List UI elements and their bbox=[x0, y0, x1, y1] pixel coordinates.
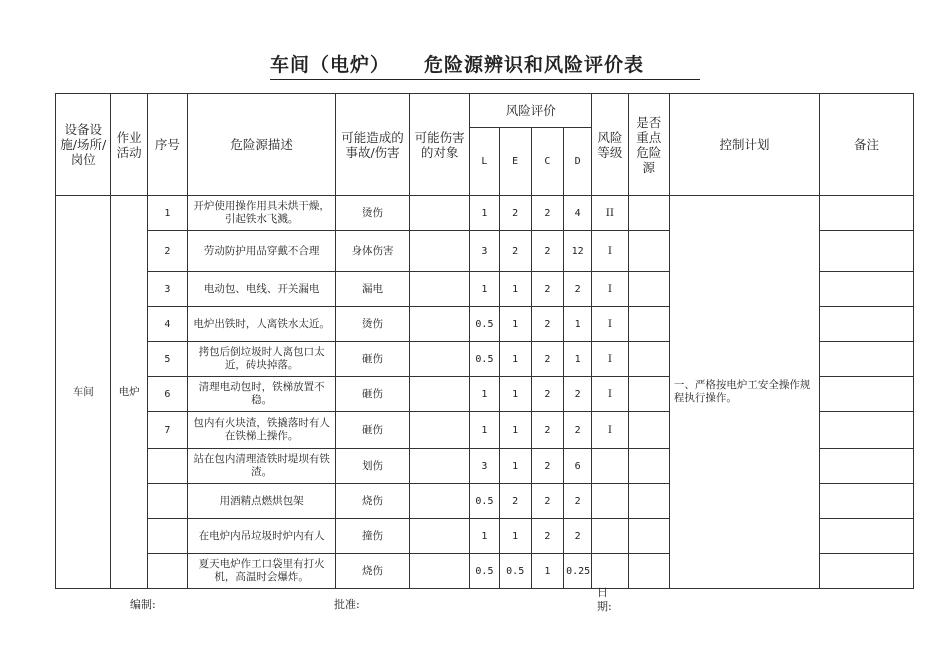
seq-cell: 6 bbox=[147, 377, 187, 412]
title-part-1: 车间（电炉） bbox=[270, 54, 391, 76]
header-equipment: 设备设施/场所/岗位 bbox=[56, 94, 111, 196]
c-cell: 2 bbox=[531, 484, 563, 519]
target-cell bbox=[409, 342, 469, 377]
d-cell: 2 bbox=[564, 484, 592, 519]
l-cell: 0.5 bbox=[470, 484, 499, 519]
c-cell: 1 bbox=[531, 554, 563, 589]
accident-cell: 撞伤 bbox=[336, 519, 410, 554]
l-cell: 0.5 bbox=[470, 307, 499, 342]
c-cell: 2 bbox=[531, 519, 563, 554]
target-cell bbox=[409, 412, 469, 449]
header-control: 控制计划 bbox=[669, 94, 819, 196]
e-cell: 0.5 bbox=[499, 554, 531, 589]
accident-cell: 烧伤 bbox=[336, 484, 410, 519]
c-cell: 2 bbox=[531, 412, 563, 449]
level-cell bbox=[592, 519, 628, 554]
target-cell bbox=[409, 449, 469, 484]
header-target: 可能伤害的对象 bbox=[409, 94, 469, 196]
accident-cell: 烧伤 bbox=[336, 554, 410, 589]
footer-date: 日期: bbox=[597, 586, 612, 613]
hazard-cell: 夏天电炉作工口袋里有打火机，高温时会爆炸。 bbox=[188, 554, 336, 589]
target-cell bbox=[409, 519, 469, 554]
hazard-cell: 拷包后倒垃圾时人离包口太近，砖块掉落。 bbox=[188, 342, 336, 377]
l-cell: 1 bbox=[470, 519, 499, 554]
seq-cell: 2 bbox=[147, 231, 187, 272]
remark-cell bbox=[820, 272, 914, 307]
hazard-cell: 电炉出铁时，人离铁水太近。 bbox=[188, 307, 336, 342]
remark-cell bbox=[820, 231, 914, 272]
c-cell: 2 bbox=[531, 377, 563, 412]
l-cell: 1 bbox=[470, 196, 499, 231]
seq-cell bbox=[147, 484, 187, 519]
c-cell: 2 bbox=[531, 342, 563, 377]
equipment-cell: 车间 bbox=[56, 196, 111, 589]
accident-cell: 砸伤 bbox=[336, 377, 410, 412]
header-hazard: 危险源描述 bbox=[188, 94, 336, 196]
seq-cell: 1 bbox=[147, 196, 187, 231]
remark-cell bbox=[820, 377, 914, 412]
d-cell: 4 bbox=[564, 196, 592, 231]
seq-cell bbox=[147, 519, 187, 554]
remark-cell bbox=[820, 449, 914, 484]
e-cell: 1 bbox=[499, 272, 531, 307]
key-cell bbox=[628, 554, 669, 589]
e-cell: 1 bbox=[499, 307, 531, 342]
d-cell: 2 bbox=[564, 519, 592, 554]
header-d: D bbox=[564, 128, 592, 196]
l-cell: 1 bbox=[470, 272, 499, 307]
level-cell: II bbox=[592, 196, 628, 231]
e-cell: 2 bbox=[499, 196, 531, 231]
l-cell: 3 bbox=[470, 231, 499, 272]
header-key: 是否重点危险源 bbox=[628, 94, 669, 196]
c-cell: 2 bbox=[531, 272, 563, 307]
key-cell bbox=[628, 307, 669, 342]
seq-cell: 7 bbox=[147, 412, 187, 449]
accident-cell: 身体伤害 bbox=[336, 231, 410, 272]
e-cell: 1 bbox=[499, 342, 531, 377]
e-cell: 2 bbox=[499, 484, 531, 519]
target-cell bbox=[409, 231, 469, 272]
page-title bbox=[270, 50, 700, 80]
c-cell: 2 bbox=[531, 231, 563, 272]
level-cell bbox=[592, 449, 628, 484]
e-cell: 1 bbox=[499, 519, 531, 554]
accident-cell: 砸伤 bbox=[336, 342, 410, 377]
activity-cell: 电炉 bbox=[111, 196, 147, 589]
header-remark: 备注 bbox=[820, 94, 914, 196]
remark-cell bbox=[820, 196, 914, 231]
key-cell bbox=[628, 272, 669, 307]
key-cell bbox=[628, 196, 669, 231]
header-c: C bbox=[531, 128, 563, 196]
footer-approved: 批准: bbox=[334, 598, 360, 611]
level-cell bbox=[592, 484, 628, 519]
l-cell: 1 bbox=[470, 412, 499, 449]
l-cell: 3 bbox=[470, 449, 499, 484]
key-cell bbox=[628, 342, 669, 377]
key-cell bbox=[628, 449, 669, 484]
accident-cell: 砸伤 bbox=[336, 412, 410, 449]
level-cell bbox=[592, 554, 628, 589]
seq-cell: 4 bbox=[147, 307, 187, 342]
remark-cell bbox=[820, 484, 914, 519]
seq-cell: 5 bbox=[147, 342, 187, 377]
d-cell: 0.25 bbox=[564, 554, 592, 589]
d-cell: 2 bbox=[564, 412, 592, 449]
key-cell bbox=[628, 484, 669, 519]
e-cell: 1 bbox=[499, 377, 531, 412]
header-accident: 可能造成的事故/伤害 bbox=[336, 94, 410, 196]
control-plan-cell: 一、严格按电炉工安全操作规程执行操作。 bbox=[669, 196, 819, 589]
seq-cell: 3 bbox=[147, 272, 187, 307]
footer-prepared: 编制: bbox=[130, 598, 156, 611]
hazard-cell: 在电炉内吊垃圾时炉内有人 bbox=[188, 519, 336, 554]
e-cell: 1 bbox=[499, 449, 531, 484]
key-cell bbox=[628, 519, 669, 554]
title-part-2: 危险源辨识和风险评价表 bbox=[424, 54, 645, 76]
seq-cell bbox=[147, 449, 187, 484]
level-cell: I bbox=[592, 412, 628, 449]
c-cell: 2 bbox=[531, 307, 563, 342]
key-cell bbox=[628, 412, 669, 449]
header-activity: 作业活动 bbox=[111, 94, 147, 196]
seq-cell bbox=[147, 554, 187, 589]
accident-cell: 漏电 bbox=[336, 272, 410, 307]
target-cell bbox=[409, 272, 469, 307]
remark-cell bbox=[820, 412, 914, 449]
l-cell: 0.5 bbox=[470, 342, 499, 377]
level-cell: I bbox=[592, 307, 628, 342]
l-cell: 1 bbox=[470, 377, 499, 412]
remark-cell bbox=[820, 519, 914, 554]
l-cell: 0.5 bbox=[470, 554, 499, 589]
d-cell: 1 bbox=[564, 307, 592, 342]
hazard-cell: 电动包、电线、开关漏电 bbox=[188, 272, 336, 307]
risk-table bbox=[55, 93, 914, 589]
hazard-cell: 站在包内清理渣铁时堤坝有铁渣。 bbox=[188, 449, 336, 484]
accident-cell: 烫伤 bbox=[336, 307, 410, 342]
c-cell: 2 bbox=[531, 196, 563, 231]
e-cell: 2 bbox=[499, 231, 531, 272]
table-row bbox=[56, 196, 914, 231]
target-cell bbox=[409, 554, 469, 589]
header-risk-eval: 风险评价 bbox=[470, 94, 592, 128]
d-cell: 2 bbox=[564, 377, 592, 412]
header-l: L bbox=[470, 128, 499, 196]
hazard-cell: 开炉使用操作用具未烘干燥，引起铁水飞溅。 bbox=[188, 196, 336, 231]
target-cell bbox=[409, 377, 469, 412]
remark-cell bbox=[820, 307, 914, 342]
d-cell: 6 bbox=[564, 449, 592, 484]
target-cell bbox=[409, 484, 469, 519]
level-cell: I bbox=[592, 231, 628, 272]
d-cell: 12 bbox=[564, 231, 592, 272]
header-e: E bbox=[499, 128, 531, 196]
level-cell: I bbox=[592, 377, 628, 412]
header-seq: 序号 bbox=[147, 94, 187, 196]
accident-cell: 划伤 bbox=[336, 449, 410, 484]
remark-cell bbox=[820, 554, 914, 589]
d-cell: 1 bbox=[564, 342, 592, 377]
d-cell: 2 bbox=[564, 272, 592, 307]
key-cell bbox=[628, 231, 669, 272]
level-cell: I bbox=[592, 342, 628, 377]
c-cell: 2 bbox=[531, 449, 563, 484]
hazard-cell: 用酒精点燃烘包架 bbox=[188, 484, 336, 519]
target-cell bbox=[409, 196, 469, 231]
key-cell bbox=[628, 377, 669, 412]
accident-cell: 烫伤 bbox=[336, 196, 410, 231]
hazard-cell: 包内有火块渣，铁撬落时有人在铁梯上操作。 bbox=[188, 412, 336, 449]
level-cell: I bbox=[592, 272, 628, 307]
header-level: 风险等级 bbox=[592, 94, 628, 196]
target-cell bbox=[409, 307, 469, 342]
e-cell: 1 bbox=[499, 412, 531, 449]
hazard-cell: 劳动防护用品穿戴不合理 bbox=[188, 231, 336, 272]
remark-cell bbox=[820, 342, 914, 377]
hazard-cell: 清理电动包时，铁梯放置不稳。 bbox=[188, 377, 336, 412]
